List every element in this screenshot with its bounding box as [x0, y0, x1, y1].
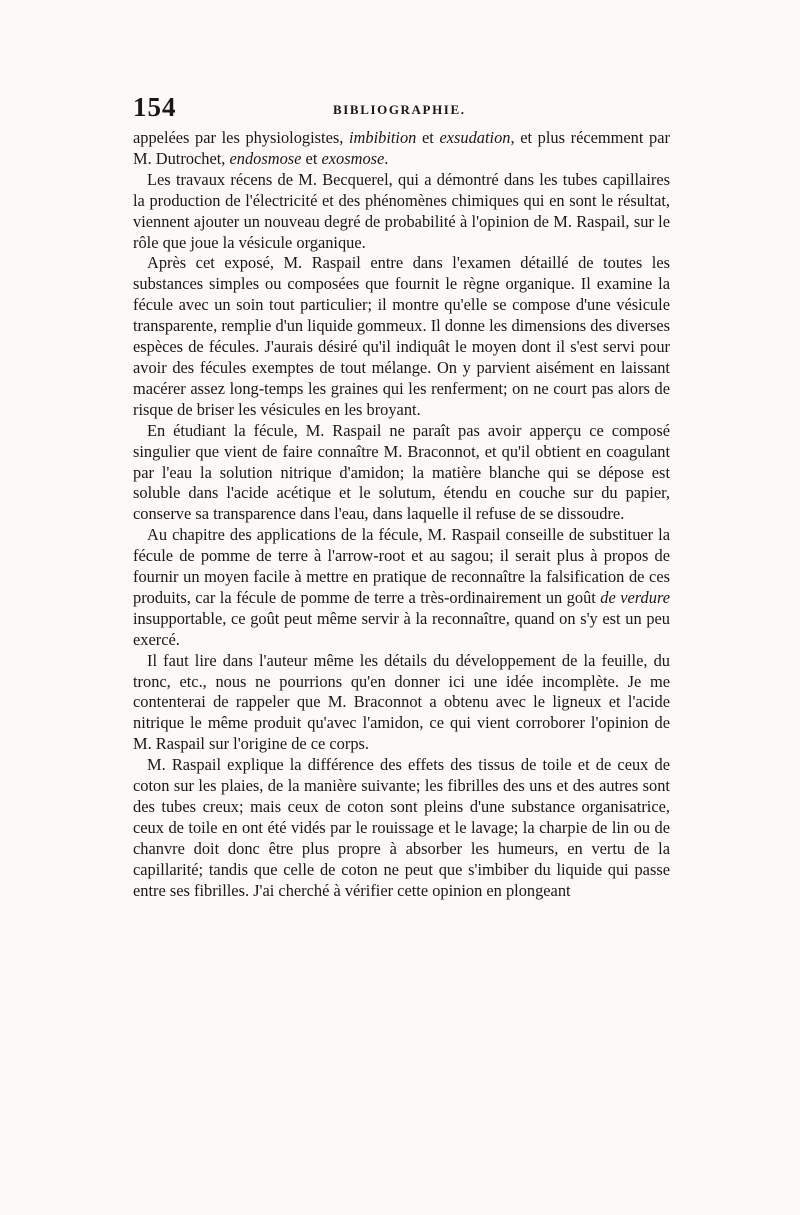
- paragraph-3: Après cet exposé, M. Raspail entre dans l'examen détaillé de toutes les substances simples ou composées que fournit le règne organique. Il examine la fécule avec un soin tout particulier; il montre qu'elle se compose d'une vésicule transparente, remplie d'un liquide gommeux. Il donne les dimensions des diverses espèces de fécules. J'aurais désiré qu'il indiquât le moyen dont il s'est servi pour avoir des fécules exemptes de tout mélange. On y parvient aisément en laissant macérer assez long-temps les graines qui les renferment; on ne court pas alors de risque de briser les vésicules en les broyant.: [133, 253, 670, 419]
- page-header: [133, 92, 670, 126]
- text-run: et: [416, 128, 440, 147]
- italic-term: endosmose: [229, 148, 302, 168]
- page-number: 154: [133, 92, 177, 122]
- paragraph-2: Les travaux récens de M. Becquerel, qui a démontré dans les tubes capillaires la production de l'électricité et des phénomènes chimiques qui en sont le résultat, viennent ajouter un nouveau degré de probabilité à l'opinion de M. Raspail, sur le rôle que joue la vésicule organique.: [133, 169, 670, 252]
- paragraph-7: M. Raspail explique la différence des effets des tissus de toile et de ceux de coton sur les plaies, de la manière suivante; les fibrilles des uns et des autres sont des tubes creux; mais ceux de coton sont pleins d'une substance organisatrice, ceux de toile en ont été vidés par le rouissage et le lavage; la charpie de lin ou de chanvre doit donc être plus propre à absorber les humeurs, en vertu de la capillarité; tandis que celle de coton ne peut que s'imbiber du liquide qui passe entre ses fibrilles. J'ai cherché à vérifier cette opinion en plongeant: [133, 755, 670, 900]
- paragraph-1: [133, 128, 670, 170]
- italic-term: exosmose: [321, 148, 385, 168]
- running-head: BIBLIOGRAPHIE.: [333, 102, 466, 117]
- italic-term: de verdure: [600, 587, 670, 607]
- text-run: .: [384, 148, 389, 168]
- paragraph-4: En étudiant la fécule, M. Raspail ne paraît pas avoir apperçu ce composé singulier que vient de faire connaître M. Braconnot, et qu'il obtient en coagulant par l'eau la solution nitrique d'amidon; la matière blanche qui se dépose est soluble dans l'acide acétique et le solutum, étendu en couche sur du papier, conserve sa transparence dans l'eau, dans laquelle il refuse de se dissoudre.: [133, 420, 670, 524]
- italic-term: imbibition: [348, 128, 417, 147]
- italic-term: exsudation: [439, 128, 511, 147]
- text-run: , et plus récemment par M. Dutrochet,: [133, 128, 670, 168]
- paragraph-6: Il faut lire dans l'auteur même les détails du développement de la feuille, du tronc, etc., nous ne pourrions qu'en donner ici une idée incomplète. Je me contenterai de rappeler que M. Braconnot a obtenu avec le ligneux et l'acide nitrique le même produit qu'avec l'amidon, ce qui vient corroborer l'opinion de M. Raspail sur l'origine de ce corps.: [133, 650, 670, 754]
- text-run: appelées par les physiologistes,: [133, 128, 349, 147]
- paragraph-5: [133, 525, 670, 650]
- text-run: Au chapitre des applications de la fécule, M. Raspail conseille de substituer la fécule de pomme de terre à l'arrow-root et au sagou; il serait plus à propos de fournir un moyen facile à mettre en pratique de reconnaître la falsification de ces produits, car la fécule de pomme de terre a très-ordinairement un goût: [133, 525, 670, 607]
- text-run: insupportable, ce goût peut même servir à la reconnaître, quand on s'y est un peu exercé.: [133, 608, 670, 649]
- body-text: [133, 128, 670, 902]
- text-run: et: [301, 148, 322, 168]
